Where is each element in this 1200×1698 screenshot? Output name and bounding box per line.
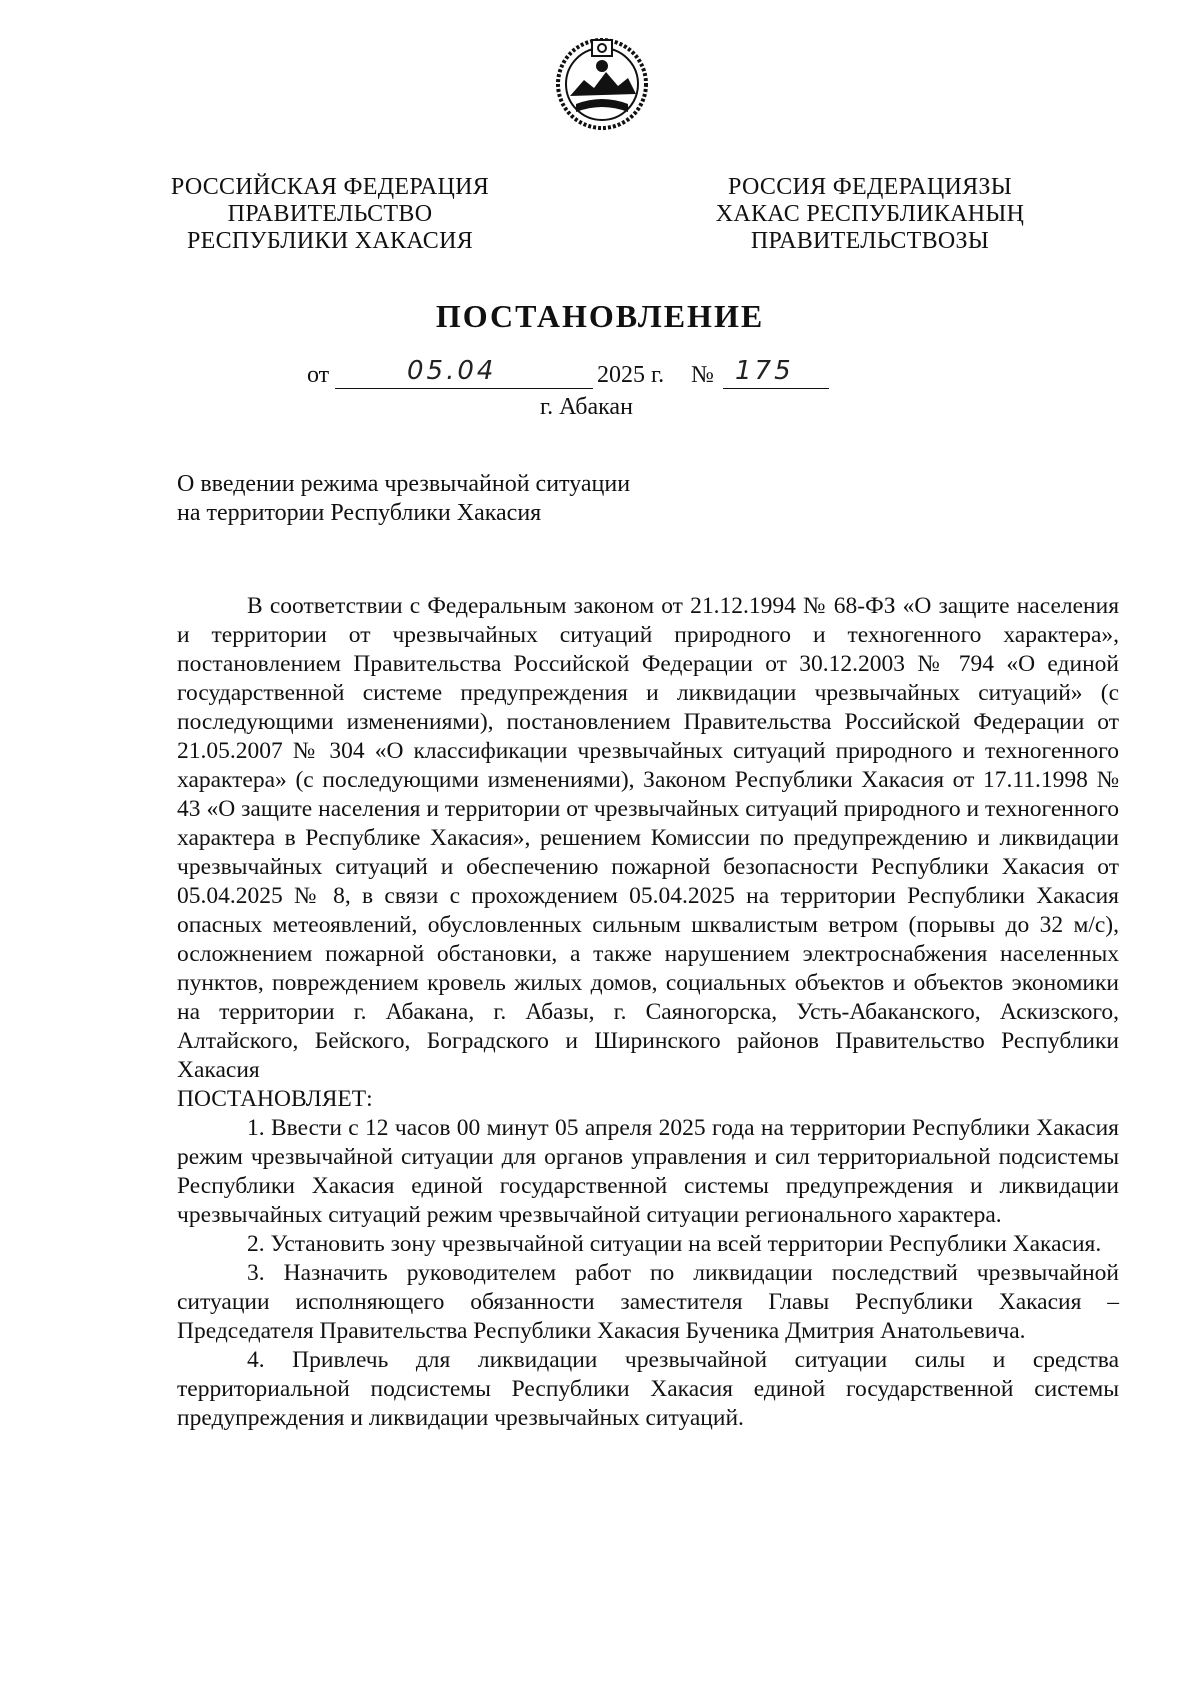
city: г. Абакан xyxy=(540,394,633,420)
list-item: 2. Установить зону чрезвычайной ситуации на всей территории Республики Хакасия. xyxy=(247,1231,1102,1257)
header-right-line-2: ХАКАС РЕСПУБЛИКАНЫҢ xyxy=(715,201,1025,227)
preamble-paragraph: В соответствии с Федеральным законом от 21.12.1994 № 68-ФЗ «О защите населения и территории от чрезвычайных ситуаций природного и техногенного характера», постановлением Правительства Российской Федерации от 30.12.2003 № 794 «О единой государственной системе предупреждения и ликвидации чрезвычайных ситуаций» (с последующими изменениями), постановлением Правительства Российской Федерации от 21.05.2007 № 304 «О классификации чрезвычайных ситуаций природного и техногенного характера» (с последующими изменениями), Законом Республики Хакасия от 17.11.1998 № 43 «О защите населения и территории от чрезвычайных ситуаций природного и техногенного характера в Республике Хакасия», решением Комиссии по предупреждению и ликвидации чрезвычайных ситуаций и обеспечению пожарной безопасности Республики Хакасия от 05.04.2025 № 8, в связи с прохождением 05.04.2025 на территории Республики Хакасия опасных метеоявлений, обусловленных сильным шквалистым ветром (порывы до 32 м/с), осложнением пожарной обстановки, а также нарушением электроснабжения населенных пунктов, повреждением кровель жилых домов, социальных объектов и объектов экономики на территории г. Абакана, г. Абазы, г. Саяногорска, Усть-Абаканского, Аскизского, Алтайского, Бейского, Боградского и Ширинского районов Правительство Республики Хакасия xyxy=(177,593,1119,1083)
document-body xyxy=(177,592,1119,1433)
decree-word: ПОСТАНОВЛЯЕТ: xyxy=(177,1086,373,1112)
list-item: 3. Назначить руководителем работ по ликвидации последствий чрезвычайной ситуации исполняющего обязанности заместителя Главы Республики Хакасия – Председателя Правительства Республики Хакасия Бученика Дмитрия Анатольевича. xyxy=(177,1260,1119,1344)
list-item: 4. Привлечь для ликвидации чрезвычайной ситуации силы и средства территориальной подсистемы Республики Хакасия единой государственной системы предупреждения и ликвидации чрезвычайных ситуаций. xyxy=(177,1347,1119,1431)
header-left-line-2: ПРАВИТЕЛЬСТВО xyxy=(227,201,433,227)
header-left-line-1: РОССИЙСКАЯ ФЕДЕРАЦИЯ xyxy=(170,174,490,200)
header-russian xyxy=(160,174,500,255)
date-number-row xyxy=(307,356,907,394)
date-prefix: от xyxy=(307,362,330,388)
year-label: 2025 г. xyxy=(597,362,665,388)
number-underline xyxy=(723,388,829,389)
document-title: ПОСТАНОВЛЕНИЕ xyxy=(435,298,765,334)
header-khakas xyxy=(700,174,1040,255)
subject-line-2: на территории Республики Хакасия xyxy=(177,500,542,526)
number-handwritten: 175 xyxy=(735,356,794,386)
header-right-line-3: ПРАВИТЕЛЬСТВОЗЫ xyxy=(750,228,990,254)
coat-of-arms-emblem xyxy=(554,34,650,130)
date-handwritten: 05.04 xyxy=(407,356,497,386)
document-subject xyxy=(177,470,630,528)
header-left-line-3: РЕСПУБЛИКИ ХАКАСИЯ xyxy=(186,228,474,254)
number-sign: № xyxy=(691,362,714,388)
list-item: 1. Ввести с 12 часов 00 минут 05 апреля 2025 года на территории Республики Хакасия режим чрезвычайной ситуации для органов управления и сил территориальной подсистемы Республики Хакасия единой государственной системы предупреждения и ликвидации чрезвычайных ситуаций режим чрезвычайной ситуации регионального характера. xyxy=(177,1115,1119,1228)
date-underline xyxy=(335,388,593,389)
subject-line-1: О введении режима чрезвычайной ситуации xyxy=(177,471,631,497)
header-right-line-1: РОССИЯ ФЕДЕРАЦИЯЗЫ xyxy=(728,174,1012,200)
